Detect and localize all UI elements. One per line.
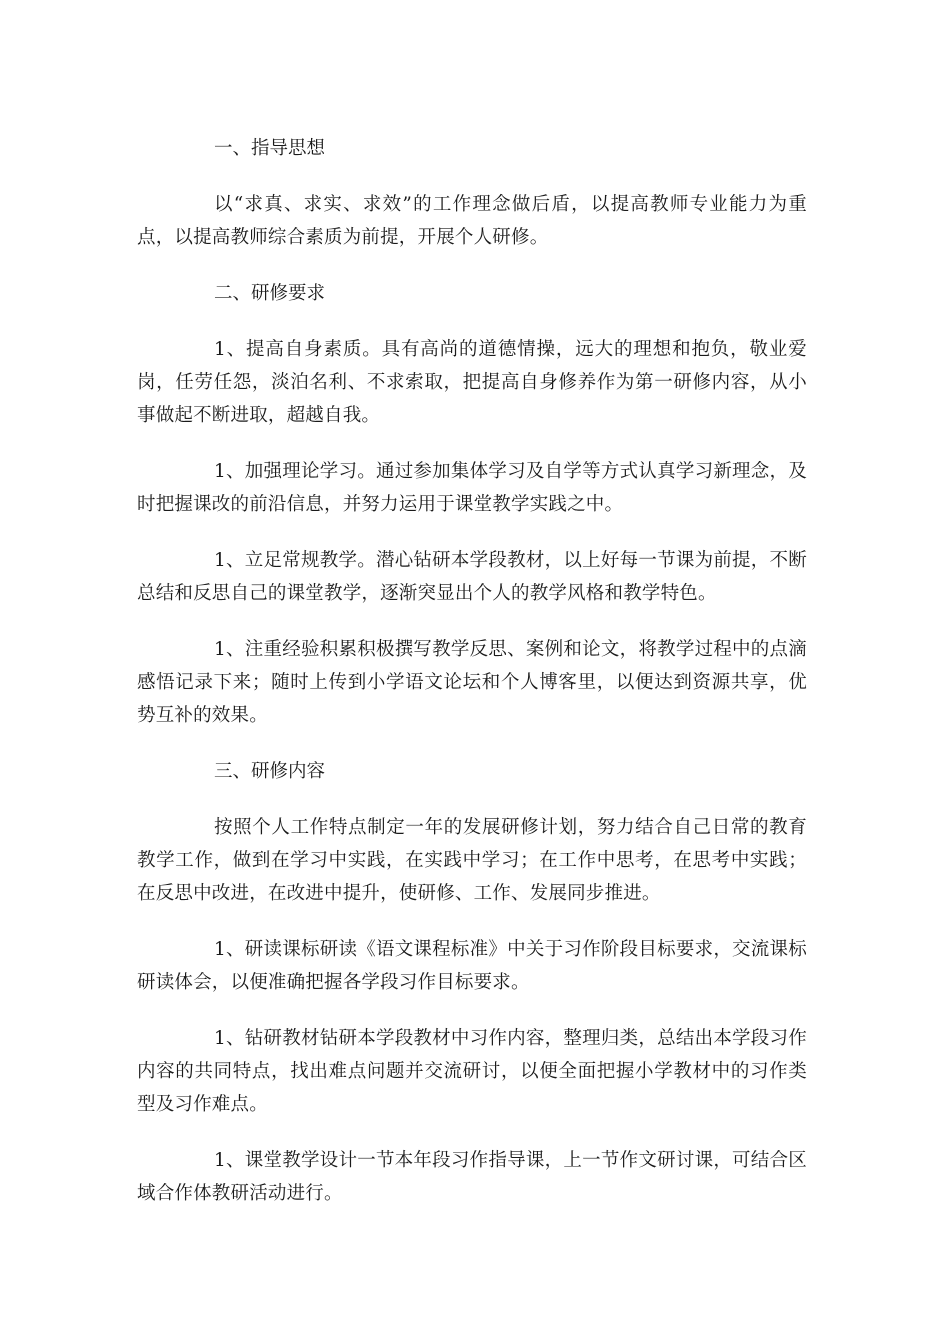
paragraph-content-classroom: 1、课堂教学设计一节本年段习作指导课，上一节作文研讨课，可结合区域合作体教研活动进行。 xyxy=(137,1150,807,1204)
section-heading-content: 三、研修内容 xyxy=(214,761,326,782)
paragraph-requirement-teaching: 1、立足常规教学。潜心钻研本学段教材，以上好每一节课为前提，不断总结和反思自己的课堂教学，逐渐突显出个人的教学风格和教学特色。 xyxy=(137,550,807,604)
section-heading-guiding-ideology: 一、指导思想 xyxy=(214,138,326,159)
paragraph-content-materials: 1、钻研教材钻研本学段教材中习作内容，整理归类，总结出本学段习作内容的共同特点，找出难点问题并交流研讨，以便全面把握小学教材中的习作类型及习作难点。 xyxy=(137,1028,807,1115)
paragraph-requirement-theory: 1、加强理论学习。通过参加集体学习及自学等方式认真学习新理念，及时把握课改的前沿信息，并努力运用于课堂教学实践之中。 xyxy=(137,461,807,515)
paragraph-requirement-quality: 1、提高自身素质。具有高尚的道德情操，远大的理想和抱负，敬业爱岗，任劳任怨，淡泊名利、不求索取，把提高自身修养作为第一研修内容，从小事做起不断进取，超越自我。 xyxy=(137,339,807,426)
paragraph-content-standards: 1、研读课标研读《语文课程标准》中关于习作阶段目标要求，交流课标研读体会，以便准确把握各学段习作目标要求。 xyxy=(137,939,807,993)
paragraph-requirement-experience: 1、注重经验积累积极撰写教学反思、案例和论文，将教学过程中的点滴感悟记录下来；随时上传到小学语文论坛和个人博客里，以便达到资源共享，优势互补的效果。 xyxy=(137,639,807,726)
section-heading-requirements: 二、研修要求 xyxy=(214,283,326,304)
paragraph-guiding-ideology: 以“求真、求实、求效”的工作理念做后盾，以提高教师专业能力为重点，以提高教师综合素质为前提，开展个人研修。 xyxy=(137,194,807,248)
document-body xyxy=(137,132,807,1233)
paragraph-content-plan: 按照个人工作特点制定一年的发展研修计划，努力结合自己日常的教育教学工作，做到在学习中实践，在实践中学习；在工作中思考，在思考中实践；在反思中改进，在改进中提升，使研修、工作、发展同步推进。 xyxy=(137,817,807,904)
